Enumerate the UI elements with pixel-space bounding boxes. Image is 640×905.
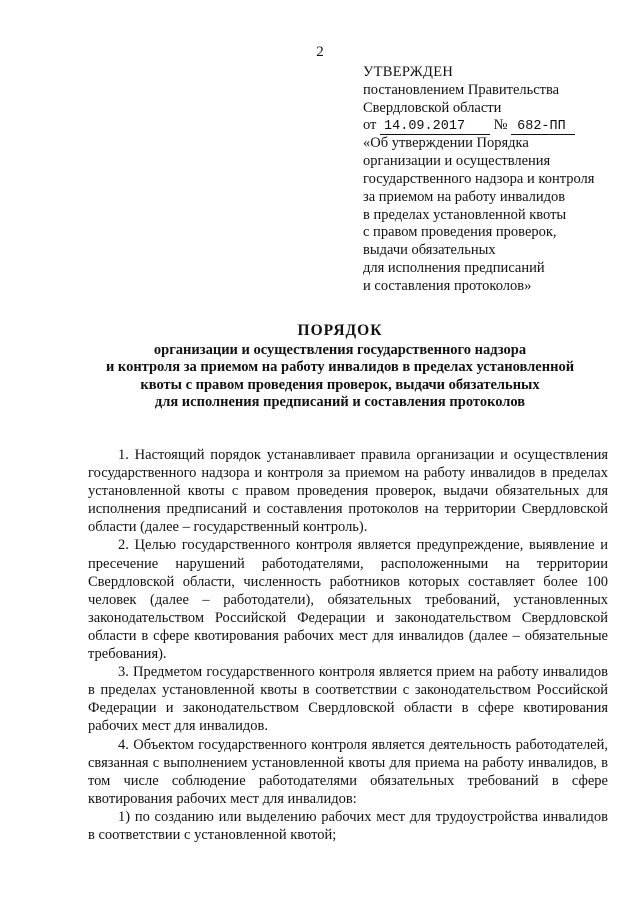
heading-line: и контроля за приемом на работу инвалидов в пределах установленной (105, 359, 575, 376)
approval-quote-line: за приемом на работу инвалидов (363, 188, 566, 205)
page-number: 2 (316, 44, 324, 60)
approval-quote-line: в пределах установленной квоты (363, 206, 567, 223)
approval-quote-line: «Об утверждении Порядка (363, 135, 529, 152)
date-prefix: от (363, 117, 377, 134)
approval-line: постановлением Правительства (363, 81, 560, 98)
heading-line: квоты с правом проведения проверок, выдачи обязательных (140, 376, 540, 393)
approval-quote-line: с правом проведения проверок, (363, 224, 557, 241)
approval-title: УТВЕРЖДЕН (363, 64, 454, 80)
approval-date: 14.09.2017 (380, 119, 490, 135)
paragraph-4: 4. Объектом государственного контроля является деятельность работодателей, связанная с выполнением установленной квоты для приема на работу инвалидов, в том числе соблюдение работодателями обязательных требований в сфере квотирования рабочих мест для инвалидов: (88, 736, 608, 807)
approval-quote-line: государственного надзора и контроля (363, 170, 595, 187)
document-heading (80, 322, 600, 412)
document-body (88, 446, 608, 844)
number-prefix: № (493, 117, 508, 134)
approval-block (363, 64, 633, 296)
approval-quote-line: для исполнения предписаний (363, 259, 545, 276)
paragraph-2: 2. Целью государственного контроля является предупреждение, выявление и пресечение нарушений работодателями, расположенными на территории Свердловской области, численность работников которых составляет более 100 человек (далее – работодатели), обязательных требований, установленных законодательством Российской Федерации и законодательством Свердловской области в сфере квотирования рабочих мест для инвалидов (далее – обязательные требования). (88, 537, 608, 663)
approval-line: Свердловской области (363, 99, 502, 116)
approval-quote-line: и составления протоколов» (363, 277, 532, 294)
approval-date-line (363, 117, 633, 135)
heading-line: организации и осуществления государственного надзора (153, 341, 527, 358)
approval-number: 682-ПП (511, 119, 575, 135)
paragraph-3: 3. Предметом государственного контроля является прием на работу инвалидов в пределах установленной квоты в соответствии с законодательством Российской Федерации и законодательством Свердловской области в сфере квотирования рабочих мест для инвалидов. (88, 664, 608, 735)
heading-line: для исполнения предписаний и составления протоколов (154, 394, 526, 411)
paragraph-4-item-1: 1) по созданию или выделению рабочих мест для трудоустройства инвалидов в соответствии с установленной квотой; (88, 808, 608, 843)
approval-quote-line: организации и осуществления (363, 153, 551, 170)
approval-quote-line: выдачи обязательных (363, 242, 496, 259)
paragraph-1: 1. Настоящий порядок устанавливает правила организации и осуществления государственного надзора и контроля за приемом на работу инвалидов в пределах установленной квоты с правом проведения проверок, выдачи обязательных для исполнения предписаний и составления протоколов на территории Свердловской области (далее – государственный контроль). (88, 447, 608, 536)
document-title: ПОРЯДОК (297, 322, 383, 339)
